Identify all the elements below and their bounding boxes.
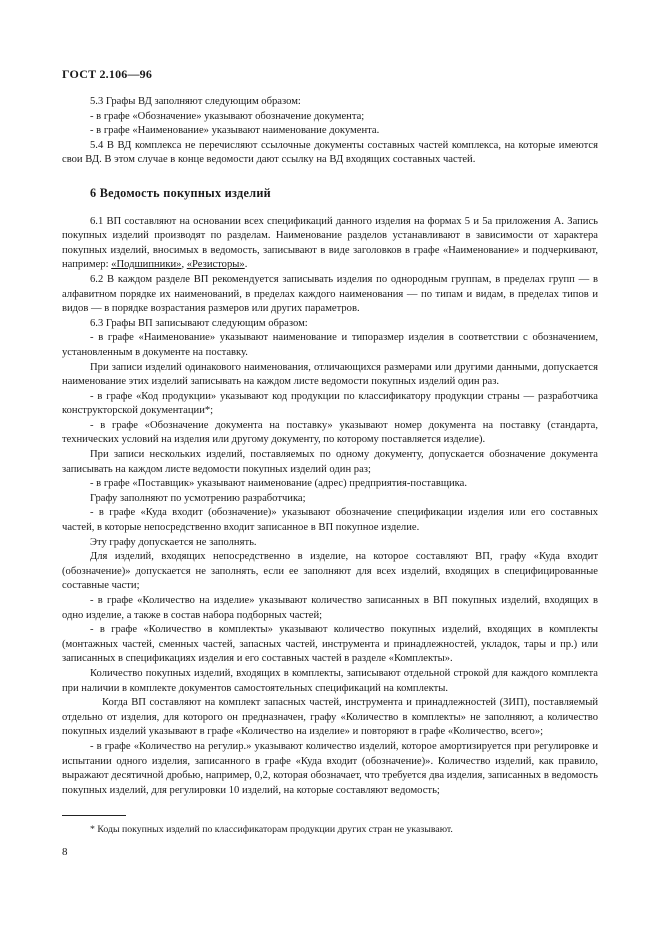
note-paragraph: Количество покупных изделий, входящих в комплекты, записывают отдельной строкой для каждого комплекта при наличии в комплекте документов самостоятельных спецификаций на комплекты. xyxy=(62,667,598,694)
note-paragraph: При записи изделий одинакового наименования, отличающихся размерами или другими данными, допускается наименование этих изделий записывать на каждом листе ведомости покупных изделий один раз. xyxy=(62,361,598,388)
bullet-item: - в графе «Обозначение документа на поставку» указывают номер документа на поставку (стандарта, технических условий на изделия или другому документу, по которому поставляется изделие). xyxy=(62,419,598,446)
note-paragraph: Когда ВП составляют на комплект запасных частей, инструмента и принадлежностей (ЗИП), поставляемый отдельно от изделия, для которого он предназначен, графу «Количество в комплекты» не заполняют, а количество покупных изделий указывают в графе «Количество на изделие» и повторяют в графе «Количество, всего»; xyxy=(62,697,598,738)
bullet-item: - в графе «Количество на регулир.» указывают количество изделий, которое амортизируется при регулировке и испытании одного изделия, записанного в графе «Куда входит (обозначение)». Количество изделий, как правило, выражают десятичной дробью, например, 0,2, которая обозначает, что требуется два изделия, записанных в ведомость покупных изделий, для регулировки 10 изделий, на которые составляют ведомость; xyxy=(62,740,598,796)
paragraph-6-3: 6.3 Графы ВП записывают следующим образом: xyxy=(90,317,308,329)
note-paragraph: При записи нескольких изделий, поставляемых по одному документу, допускается обозначение документа записывать на каждом листе ведомости покупных изделий один раз; xyxy=(62,449,598,475)
text-run: , xyxy=(181,259,187,271)
bullet-item: - в графе «Количество в комплекты» указывают количество покупных изделий, входящих в комплекты (монтажных частей, сменных частей, запасных частей, инструмента и принадлежностей, укладок, тары и пр.) или записанных в спецификациях изделия и его составных частей в разделе «Комплекты». xyxy=(62,624,598,665)
section-title: 6 Ведомость покупных изделий xyxy=(90,185,271,200)
bullet-item: - в графе «Количество на изделие» указывают количество записанных в ВП покупных изделий, входящих в одно изделие, а также в состав набора подборных частей; xyxy=(62,595,598,621)
footnote-divider xyxy=(62,815,126,816)
document-header: ГОСТ 2.106—96 xyxy=(62,67,153,81)
paragraph-6-2: 6.2 В каждом разделе ВП рекомендуется записывать изделия по однородным группам, в пределах групп — в алфавитном порядке их наименований, в пределах каждого наименования — по типам и видам, в пределах типов и видов — в порядке возрастания размеров или других параметров. xyxy=(62,273,598,315)
bullet-item: - в графе «Код продукции» указывают код продукции по классификатору продукции страны — разработчика конструкторской документации*; xyxy=(62,390,598,417)
bullet-item: - в графе «Наименование» указывают наименование и типоразмер изделия в соответствии с обозначением, установленным в документе на поставку. xyxy=(62,332,598,358)
text-run: . xyxy=(244,259,248,271)
note-paragraph: Эту графу допускается не заполнять. xyxy=(90,536,257,548)
bullet-item: - в графе «Поставщик» указывают наименование (адрес) предприятия-поставщика. xyxy=(90,478,467,490)
text-run: 6.1 ВП составляют на основании всех спецификаций данного изделия на формах 5 и 5а приложения А. Запись покупных изделий производят по разделам. Наименование разделов устанавливают в зависимости от характера покупных изделий, вносимых в ведомость, записывают в виде заголовков в графе «Наименование» и подчеркивают, например: xyxy=(62,215,598,271)
bullet-item: - в графе «Куда входит (обозначение)» указывают обозначение спецификации изделия или его составных частей, в которые непосредственно входит записанное в ВП покупное изделие. xyxy=(62,507,598,534)
underlined-example: «Резисторы» xyxy=(186,259,245,271)
note-paragraph: Графу заполняют по усмотрению разработчика; xyxy=(90,492,306,504)
document-body xyxy=(62,95,598,798)
paragraph-6-1 xyxy=(62,215,598,273)
paragraph-5-3: 5.3 Графы ВД заполняют следующим образом: xyxy=(90,96,301,107)
footnote: * Коды покупных изделий по классификаторам продукции других стран не указывают. xyxy=(90,824,453,835)
paragraph-5-4: 5.4 В ВД комплекса не перечисляют ссылочные документы составных частей комплекса, на которые имеются свои ВД. В этом случае в конце ведомости дают ссылку на ВД входящих составных частей. xyxy=(62,139,598,166)
bullet-item: - в графе «Наименование» указывают наименование документа. xyxy=(90,125,380,137)
page-number: 8 xyxy=(62,846,68,858)
underlined-example: «Подшипники» xyxy=(111,259,182,271)
note-paragraph: Для изделий, входящих непосредственно в изделие, на которое составляют ВП, графу «Куда входит (обозначение)» допускается не заполнять, если ее заполняют для всех изделий, входящих в специфицированные составные части; xyxy=(62,551,598,592)
bullet-item: - в графе «Обозначение» указывают обозначение документа; xyxy=(90,110,365,122)
